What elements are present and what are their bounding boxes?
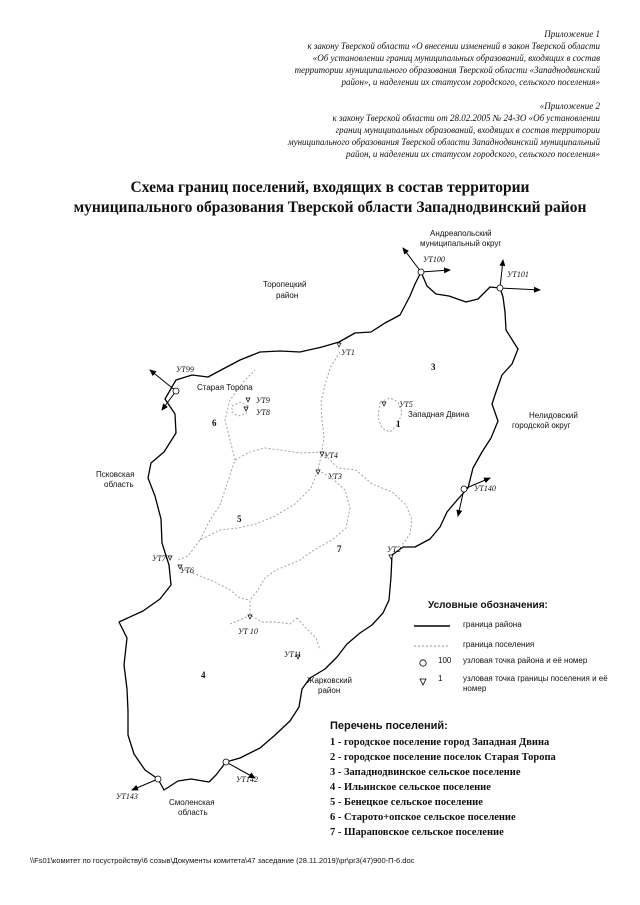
label-ut3: УТ3 <box>328 472 342 481</box>
annex-2-line: границ муниципальных образований, входящих в состав территории <box>335 125 600 135</box>
label-ut10: УТ 10 <box>238 627 258 636</box>
neighbor-toropets-line-1: Торопецкий <box>263 280 307 289</box>
district-node-ut140 <box>461 486 467 492</box>
district-node-arrows <box>132 248 540 790</box>
settlement-item: 1 - городское поселение город Западная Двина <box>330 737 550 748</box>
legend-title: Условные обозначения: <box>428 600 548 611</box>
annex-1-line: «Об установлении границ муниципальных образований, входящих в состав <box>312 53 600 63</box>
label-ut4: УТ4 <box>324 451 338 460</box>
settlement-item: 2 - городское поселение поселок Старая Торопа <box>330 752 556 763</box>
annex-2-line: муниципального образования Тверской области Западнодвинский муниципальный <box>287 137 600 147</box>
neighbor-smolensk-line-2: область <box>178 808 208 817</box>
neighbor-pskov-line-1: Псковская <box>96 470 135 479</box>
settlement-item: 7 - Шараповское сельское поселение <box>330 827 504 838</box>
annex-1-line: район», и наделении их статусом городского, сельского поселения» <box>341 77 600 87</box>
label-ut9: УТ9 <box>256 396 270 405</box>
neighbor-toropets-line-2: район <box>276 291 299 300</box>
label-ut5: УТ5 <box>399 400 413 409</box>
neighbor-nelidovo-line-2: городской округ <box>512 421 571 430</box>
district-node-ut142 <box>223 759 229 765</box>
label-ut11: УТ11 <box>284 650 302 659</box>
settlement-item: 5 - Бенецкое сельское поселение <box>330 797 483 808</box>
settlement-number-4: 4 <box>201 670 206 680</box>
legend-settlement-border-label: граница поселения <box>463 640 535 649</box>
neighbor-smolensk-line-1: Смоленская <box>169 798 215 807</box>
legend-district-border-label: граница района <box>463 620 522 629</box>
district-node-ut101 <box>497 285 503 291</box>
legend-district-node-number: 100 <box>438 656 452 665</box>
map-title-line-1: Схема границ поселений, входящих в состав территории <box>130 179 530 196</box>
annex-1-line: территории муниципального образования Тверской области «Западнодвинский <box>294 65 600 75</box>
settlements-list <box>330 720 630 840</box>
label-ut140: УТ140 <box>474 484 496 493</box>
legend-settlement-node-number: 1 <box>438 674 443 683</box>
settlement-item: 6 - Старото+опское сельское поселение <box>330 812 516 823</box>
label-ut1: УТ1 <box>341 348 355 357</box>
neighbor-zharkovsky-line-1: Жарковский <box>307 676 353 685</box>
district-border-symbol <box>410 620 456 638</box>
district-node-ut99 <box>173 388 179 394</box>
legend <box>410 600 625 693</box>
settlement-node-ut9 <box>246 398 250 402</box>
label-ut99: УТ99 <box>176 365 194 374</box>
label-ut7: УТ7 <box>152 554 166 563</box>
town-staraya-toropa: Старая Торопа <box>197 383 253 392</box>
town-zapadnaya-dvina: Западная Двина <box>408 410 470 419</box>
settlement-number-3: 3 <box>431 362 436 372</box>
annex-2-line: район, и наделении их статусом городского, сельского поселения» <box>345 149 600 159</box>
district-node-ut100 <box>418 269 424 275</box>
annex-1-line: к закону Тверской области «О внесении изменений в закон Тверской области <box>307 41 600 51</box>
district-border <box>119 272 518 790</box>
settlement-number-1: 1 <box>396 419 401 429</box>
settlement-item: 4 - Ильинское сельское поселение <box>330 782 491 793</box>
settlement-node-ut5 <box>382 402 386 406</box>
label-ut143: УТ143 <box>116 792 138 801</box>
label-ut8: УТ8 <box>256 408 270 417</box>
settlement-number-6: 6 <box>212 418 217 428</box>
label-ut100: УТ100 <box>423 255 445 264</box>
settlement-node-symbol <box>410 674 456 692</box>
annex-2-line: «Приложение 2 <box>539 101 600 111</box>
settlement-node-ut10 <box>248 615 252 619</box>
neighbor-zharkovsky-line-2: район <box>318 686 341 695</box>
map-title-line-2: муниципального образования Тверской области Западнодвинский район <box>73 199 587 216</box>
settlements-title: Перечень поселений: <box>330 720 448 732</box>
label-ut2: УТ2 <box>387 545 401 554</box>
settlement-numbers <box>201 362 436 680</box>
settlement-number-7: 7 <box>337 544 342 554</box>
label-ut142: УТ142 <box>236 775 258 784</box>
settlement-item: 3 - Западнодвинское сельское поселение <box>330 767 521 778</box>
settlement-number-5: 5 <box>237 514 242 524</box>
legend-district-node-label: узловая точка района и её номер <box>463 656 588 665</box>
document-path-footer: \\Fs01\комитет по госустройству\6 созыв\Документы комитета\47 заседание (28.11.2019)\pr\pr3(47)900-П-6.doc <box>30 856 415 865</box>
settlement-node-ut7 <box>168 556 172 560</box>
legend-row-settlement-node <box>410 674 625 698</box>
settlement-node-ut3 <box>316 470 320 474</box>
legend-settlement-node-label: узловая точка границы поселения и её номер <box>463 674 608 693</box>
label-ut6: УТ6 <box>180 566 194 575</box>
neighbor-andreapol-line-1: Андреапольский <box>430 229 492 238</box>
annex-2-line: к закону Тверской области от 28.02.2005 № 24-ЗО «Об установлении <box>332 113 600 123</box>
district-node-ut143 <box>155 776 161 782</box>
neighbor-pskov-line-2: область <box>104 480 134 489</box>
neighbor-andreapol-line-2: муниципальный округ <box>420 239 502 248</box>
neighbor-nelidovo-line-1: Нелидовский <box>529 411 578 420</box>
label-ut101: УТ101 <box>507 270 529 279</box>
settlement-borders <box>178 352 412 650</box>
settlement-node-ut1 <box>337 343 341 347</box>
annex-1-line: Приложение 1 <box>544 29 600 39</box>
